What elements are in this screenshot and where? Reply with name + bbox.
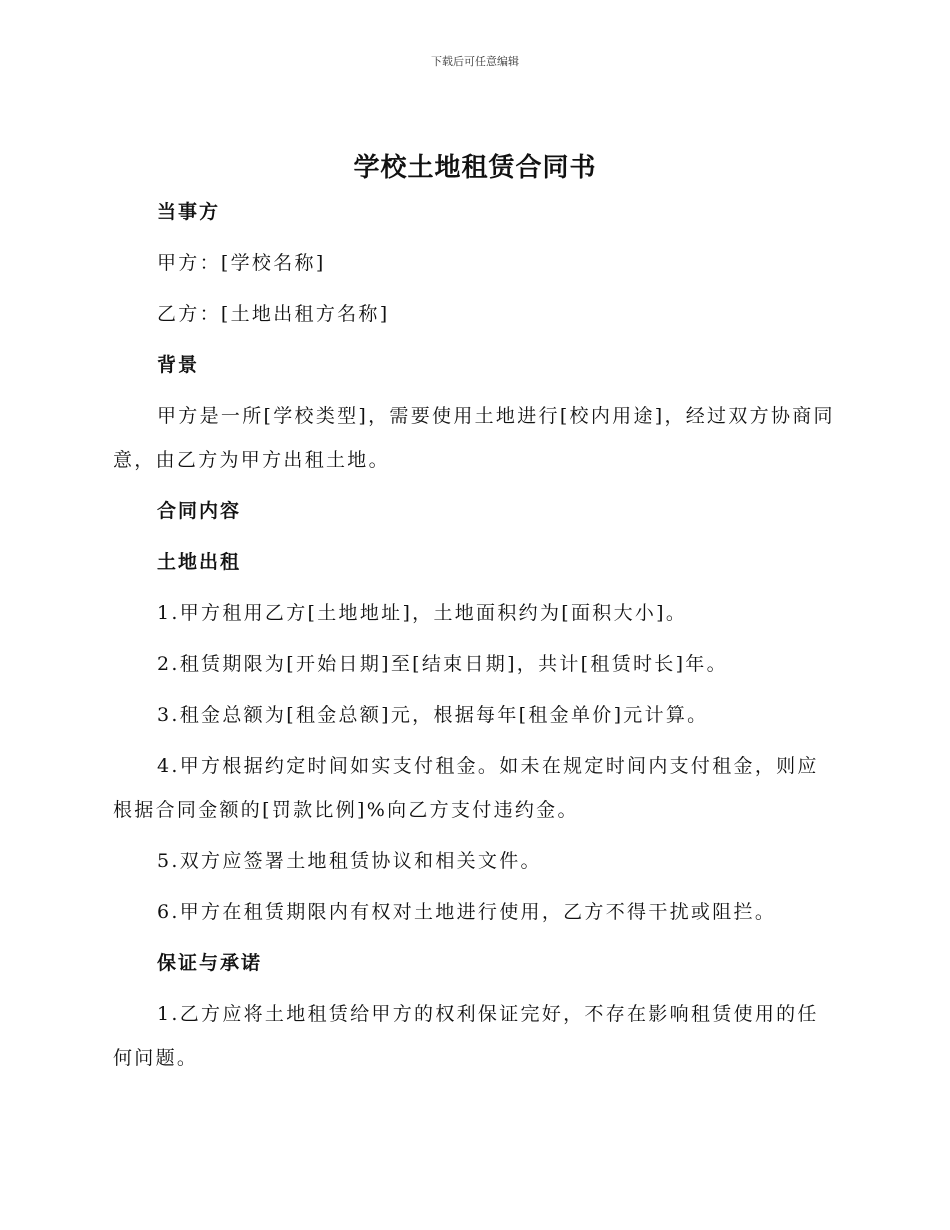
heading-background: 背景 (157, 354, 200, 376)
heading-land-lease: 土地出租 (157, 551, 242, 573)
page-header-note: 下载后可任意编辑 (431, 55, 519, 68)
lease-clause-3: 3.租金总额为[租金总额]元，根据每年[租金单价]元计算。 (157, 704, 709, 726)
lease-clause-2: 2.租赁期限为[开始日期]至[结束日期]，共计[租赁时长]年。 (157, 653, 728, 675)
heading-parties: 当事方 (157, 201, 221, 223)
lease-clause-5: 5.双方应签署土地租赁协议和相关文件。 (157, 850, 542, 872)
document-body (113, 190, 835, 1087)
party-a-line: 甲方：[学校名称] (157, 252, 326, 274)
heading-guarantee: 保证与承诺 (157, 952, 263, 974)
party-b-line: 乙方：[土地出租方名称] (157, 303, 390, 325)
lease-clause-4: 4.甲方根据约定时间如实支付租金。如未在规定时间内支付租金，则应根据合同金额的[罚款比例]%向乙方支付违约金。 (113, 755, 819, 821)
document-title: 学校土地租赁合同书 (353, 153, 597, 183)
lease-clause-6: 6.甲方在租赁期限内有权对土地进行使用，乙方不得干扰或阻拦。 (157, 901, 777, 923)
lease-clause-1: 1.甲方租用乙方[土地地址]，土地面积约为[面积大小]。 (157, 602, 688, 624)
background-paragraph: 甲方是一所[学校类型]，需要使用土地进行[校内用途]，经过双方协商同意，由乙方为甲方出租土地。 (113, 405, 835, 471)
guarantee-clause-1: 1.乙方应将土地租赁给甲方的权利保证完好，不存在影响租赁使用的任何问题。 (113, 1003, 819, 1069)
heading-contract-content: 合同内容 (157, 500, 242, 522)
